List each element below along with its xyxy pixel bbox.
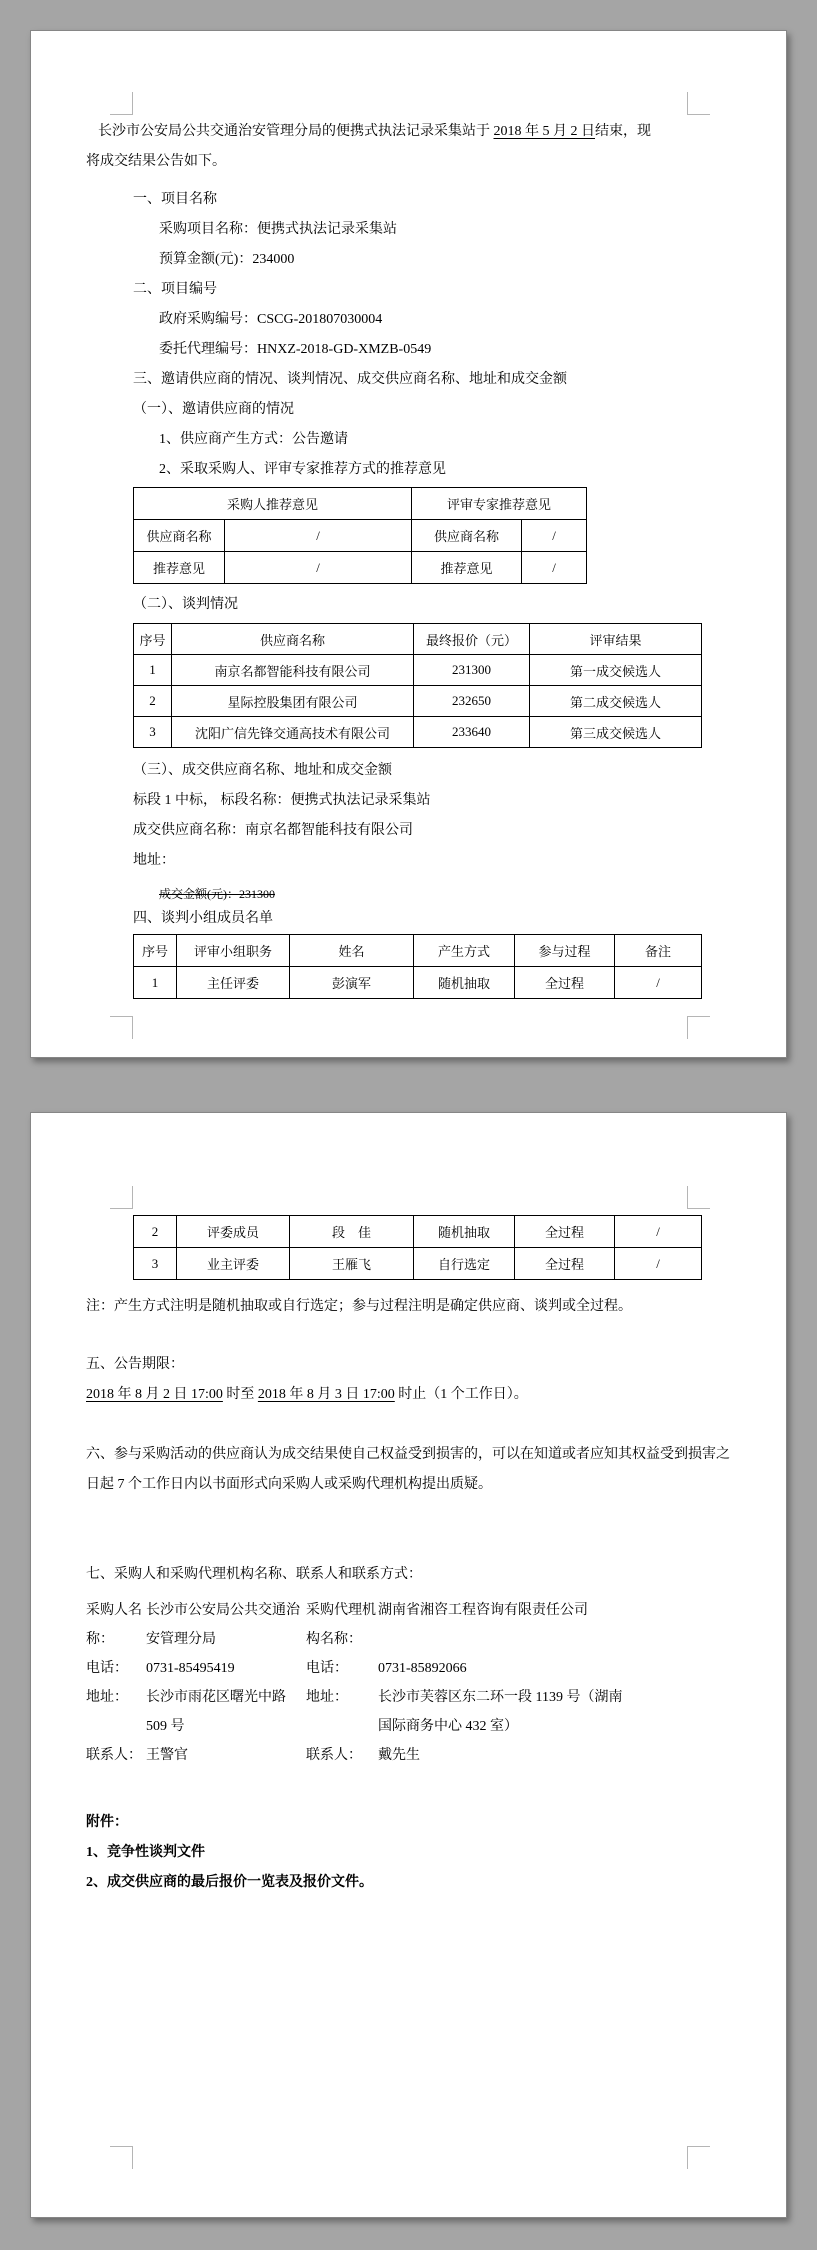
nego-header-result: 评审结果	[530, 624, 702, 655]
panel-header-no: 序号	[134, 935, 177, 967]
period-mid-text: 时至	[222, 1387, 258, 1402]
nego-header-supplier: 供应商名称	[172, 624, 414, 655]
panel-table-page1	[133, 934, 702, 999]
purchaser-phone-value: 0731-85495419	[146, 1661, 235, 1676]
section-7-title: 七、采购人和采购代理机构名称、联系人和联系方式：	[86, 1567, 422, 1582]
intro-paragraph-line1	[86, 117, 731, 147]
attachment-item-2: 2、成交供应商的最后报价一览表及报价文件。	[86, 1875, 373, 1890]
table-cell: 彭演军	[290, 967, 414, 999]
table-row	[134, 624, 702, 655]
award-supplier-line: 成交供应商名称：南京名都智能科技有限公司	[133, 823, 413, 838]
period-tail-text: 时止（1 个工作日）。	[394, 1387, 528, 1402]
table-cell: /	[225, 552, 412, 584]
gov-procurement-no-line: 政府采购编号：CSCG-201807030004	[159, 312, 383, 327]
budget-line: 预算金额(元)：234000	[159, 252, 295, 267]
table-row	[134, 717, 702, 748]
table-row	[134, 488, 587, 520]
section-5-title: 五、公告期限：	[86, 1357, 184, 1372]
award-lot-line: 标段 1 中标， 标段名称：便携式执法记录采集站	[133, 793, 431, 808]
margin-corner-mark	[687, 1186, 710, 1209]
table-cell: 供应商名称	[412, 520, 522, 552]
table-cell: 3	[134, 717, 172, 748]
table-cell: 随机抽取	[414, 967, 515, 999]
section-3-1-title: （一）、邀请供应商的情况	[133, 402, 294, 417]
recommend-intro-line: 2、采取采购人、评审专家推荐方式的推荐意见	[159, 462, 446, 477]
agency-name-label: 采购代理机构名称：	[306, 1603, 376, 1647]
table-cell: /	[615, 1216, 702, 1248]
table-cell: 随机抽取	[414, 1216, 515, 1248]
table-cell: /	[225, 520, 412, 552]
purchaser-contact-value: 王警官	[146, 1748, 188, 1763]
recommendation-table	[133, 487, 587, 584]
table-cell: 232650	[414, 686, 530, 717]
agency-contact-label: 联系人：	[306, 1748, 362, 1763]
intro-text-post: 结束，现	[595, 124, 651, 139]
purchaser-contact-label: 联系人：	[86, 1748, 142, 1763]
panel-header-process: 参与过程	[515, 935, 615, 967]
purchaser-name-value: 长沙市公安局公共交通治安管理分局	[146, 1603, 300, 1647]
table-row	[134, 552, 587, 584]
margin-corner-mark	[110, 1016, 133, 1039]
panel-header-name: 姓名	[290, 935, 414, 967]
margin-corner-mark	[110, 92, 133, 115]
table-row	[134, 686, 702, 717]
table-cell: 3	[134, 1248, 177, 1280]
agency-contact-value: 戴先生	[378, 1748, 420, 1763]
table-cell: 第二成交候选人	[530, 686, 702, 717]
table-cell: 星际控股集团有限公司	[172, 686, 414, 717]
table-row	[134, 935, 702, 967]
margin-corner-mark	[687, 2146, 710, 2169]
table-row	[134, 520, 587, 552]
agency-phone-label: 电话：	[306, 1661, 348, 1676]
margin-corner-mark	[110, 2146, 133, 2169]
table-cell: 段 佳	[290, 1216, 414, 1248]
table-row	[134, 1248, 702, 1280]
table-cell: /	[615, 1248, 702, 1280]
table-cell: 评委成员	[177, 1216, 290, 1248]
table-cell: 主任评委	[177, 967, 290, 999]
intro-text-pre: 长沙市公安局公共交通治安管理分局的便携式执法记录采集站于	[98, 124, 494, 139]
intro-date-underlined: 2018 年 5 月 2 日	[493, 124, 595, 139]
section-1-title: 一、项目名称	[133, 192, 217, 207]
nego-header-no: 序号	[134, 624, 172, 655]
table-cell: 全过程	[515, 1248, 615, 1280]
recommend-header-expert: 评审专家推荐意见	[412, 488, 587, 520]
margin-corner-mark	[110, 1186, 133, 1209]
table-cell: 王雁飞	[290, 1248, 414, 1280]
section-3-title: 三、邀请供应商的情况、谈判情况、成交供应商名称、地址和成交金额	[133, 372, 567, 387]
project-name-line: 采购项目名称：便携式执法记录采集站	[159, 222, 397, 237]
negotiation-table	[133, 623, 702, 748]
table-cell: 业主评委	[177, 1248, 290, 1280]
table-cell: 推荐意见	[412, 552, 522, 584]
table-cell: 自行选定	[414, 1248, 515, 1280]
recommend-header-purchaser: 采购人推荐意见	[134, 488, 412, 520]
section-6-paragraph: 六、参与采购活动的供应商认为成交结果使自己权益受到损害的，可以在知道或者应知其权益受到损害之日起 7 个工作日内以书面形式向采购人或采购代理机构提出质疑。	[86, 1447, 730, 1492]
margin-corner-mark	[687, 1016, 710, 1039]
table-cell: 1	[134, 655, 172, 686]
table-cell: 第一成交候选人	[530, 655, 702, 686]
table-cell: /	[522, 552, 587, 584]
table-cell: 南京名都智能科技有限公司	[172, 655, 414, 686]
table-cell: 供应商名称	[134, 520, 225, 552]
panel-note-line: 注：产生方式注明是随机抽取或自行选定；参与过程注明是确定供应商、谈判或全过程。	[86, 1299, 632, 1314]
panel-header-remark: 备注	[615, 935, 702, 967]
intro-paragraph-line2: 将成交结果公告如下。	[86, 154, 226, 169]
award-amount-line-struck: 成交金额(元)：231300	[159, 887, 275, 901]
agency-address-value: 长沙市芙蓉区东二环一段 1139 号（湖南国际商务中心 432 室）	[378, 1690, 623, 1734]
margin-corner-mark	[687, 92, 710, 115]
panel-header-method: 产生方式	[414, 935, 515, 967]
table-cell: 231300	[414, 655, 530, 686]
table-cell: 沈阳广信先锋交通高技术有限公司	[172, 717, 414, 748]
table-cell: /	[522, 520, 587, 552]
table-cell: 全过程	[515, 1216, 615, 1248]
page-2	[30, 1112, 787, 2218]
attachments-title: 附件：	[86, 1815, 128, 1830]
purchaser-name-label: 采购人名称：	[86, 1603, 142, 1647]
agency-name-value: 湖南省湘咨工程咨询有限责任公司	[378, 1603, 588, 1618]
page-1	[30, 30, 787, 1058]
nego-header-price: 最终报价（元）	[414, 624, 530, 655]
panel-table-page2	[133, 1215, 702, 1280]
table-cell: /	[615, 967, 702, 999]
table-row	[134, 1216, 702, 1248]
period-end-datetime: 2018 年 8 月 3 日 17:00	[257, 1387, 395, 1402]
announcement-period-line	[86, 1380, 731, 1410]
purchaser-address-label: 地址：	[86, 1690, 128, 1705]
section-3-3-title: （三）、成交供应商名称、地址和成交金额	[133, 763, 392, 778]
table-cell: 233640	[414, 717, 530, 748]
agency-phone-value: 0731-85892066	[378, 1661, 467, 1676]
table-cell: 全过程	[515, 967, 615, 999]
table-row	[134, 655, 702, 686]
purchaser-phone-label: 电话：	[86, 1661, 128, 1676]
table-cell: 第三成交候选人	[530, 717, 702, 748]
contact-grid	[86, 1596, 731, 1770]
table-row	[134, 967, 702, 999]
section-2-title: 二、项目编号	[133, 282, 217, 297]
table-cell: 1	[134, 967, 177, 999]
table-cell: 推荐意见	[134, 552, 225, 584]
attachment-item-1: 1、竞争性谈判文件	[86, 1845, 205, 1860]
agency-address-label: 地址：	[306, 1690, 348, 1705]
section-3-2-title: （二）、谈判情况	[133, 597, 238, 612]
table-cell: 2	[134, 1216, 177, 1248]
table-cell: 2	[134, 686, 172, 717]
purchaser-address-value: 长沙市雨花区曙光中路 509 号	[146, 1690, 286, 1734]
section-4-title: 四、谈判小组成员名单	[133, 911, 273, 926]
period-start-datetime: 2018 年 8 月 2 日 17:00	[86, 1387, 223, 1402]
supplier-method-line: 1、供应商产生方式：公告邀请	[159, 432, 348, 447]
agency-no-line: 委托代理编号：HNXZ-2018-GD-XMZB-0549	[159, 342, 432, 357]
award-address-line: 地址：	[133, 853, 175, 868]
panel-header-role: 评审小组职务	[177, 935, 290, 967]
